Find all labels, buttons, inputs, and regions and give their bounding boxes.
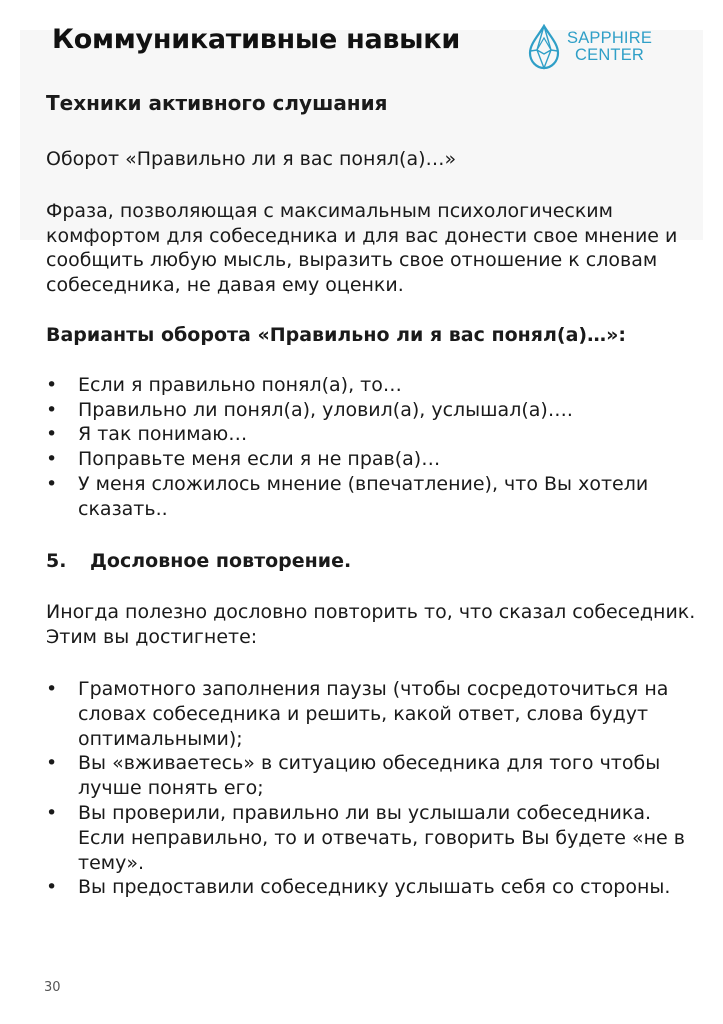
page-content <box>46 89 696 900</box>
variants-list <box>46 373 696 522</box>
list-item: • Правильно ли понял(а), уловил(а), услышал(а)…. <box>46 398 696 423</box>
variants-heading: Варианты оборота «Правильно ли я вас понял(а)…»: <box>46 323 626 346</box>
list-item: • У меня сложилось мнение (впечатление), что Вы хотели сказать.. <box>46 472 696 522</box>
section-heading: Техники активного слушания <box>46 91 388 115</box>
list-item: • Вы «вживаетесь» в ситуацию обеседника для того чтобы лучше понять его; <box>46 751 696 801</box>
item-5-heading <box>46 549 696 574</box>
list-item: • Грамотного заполнения паузы (чтобы сосредоточиться на словах собеседника и решить, какой ответ, слова будут оптимальными); <box>46 677 696 751</box>
logo-line-1: SAPPHIRE <box>567 29 653 47</box>
item-5-title: Дословное повторение. <box>90 549 352 572</box>
item-5-number: 5. <box>46 549 67 572</box>
list-item: • Если я правильно понял(а), то… <box>46 373 696 398</box>
list-item: • Вы проверили, правильно ли вы услышали собеседника. Если неправильно, то и отвечать, говорить Вы будете «не в тему». <box>46 801 696 875</box>
list-item: • Я так понимаю… <box>46 422 696 447</box>
phrase-line: Оборот «Правильно ли я вас понял(а)…» <box>46 148 457 170</box>
logo-wordmark <box>567 30 652 64</box>
item-5-intro: Иногда полезно дословно повторить то, что сказал собеседник. Этим вы достигнете: <box>46 601 696 649</box>
page-title: Коммуникативные навыки <box>52 24 460 55</box>
results-list <box>46 677 696 900</box>
logo-line-2: CENTER <box>575 46 645 64</box>
list-item: • Вы предоставили собеседнику услышать себя со стороны. <box>46 875 696 900</box>
sapphire-drop-icon <box>527 24 561 70</box>
sapphire-center-logo <box>527 24 667 70</box>
page-number: 30 <box>44 980 61 995</box>
list-item: • Поправьте меня если я не прав(а)… <box>46 447 696 472</box>
phrase-description: Фраза, позволяющая с максимальным психологическим комфортом для собеседника и для вас донести свое мнение и сообщить любую мысль, выразить свое отношение к словам собеседника, не давая ему оценки. <box>46 199 678 297</box>
